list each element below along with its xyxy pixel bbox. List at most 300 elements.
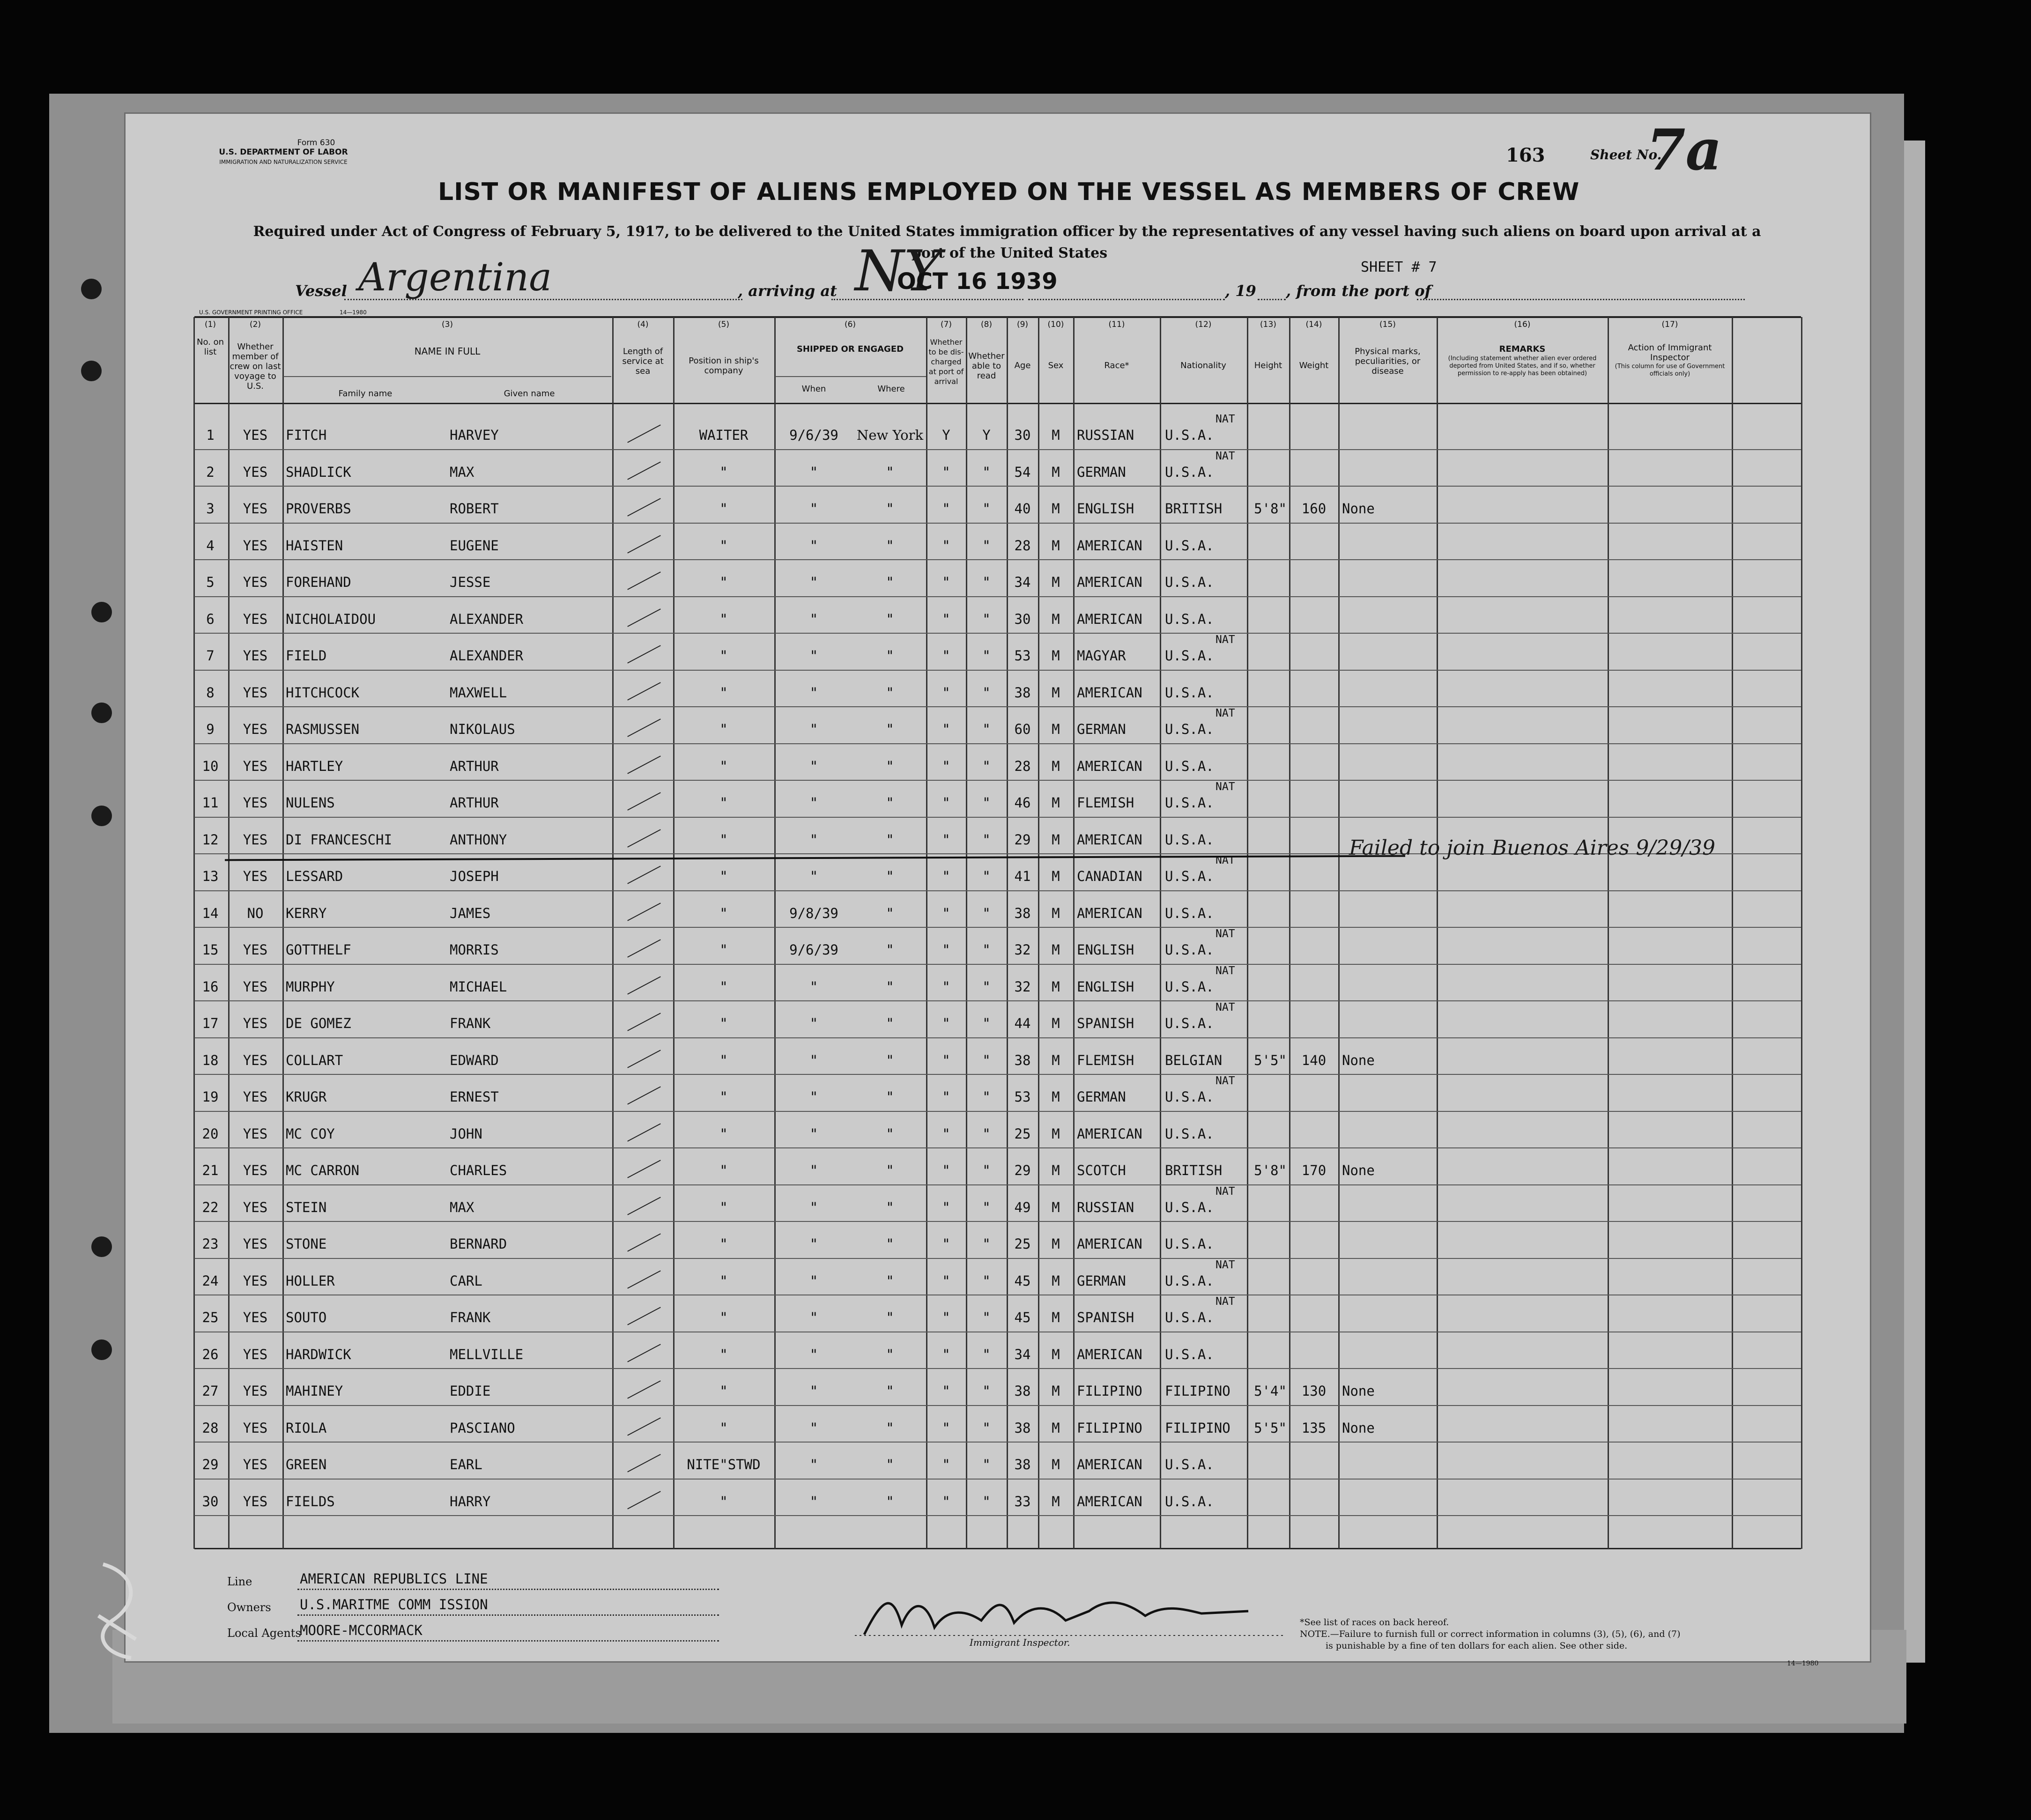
cell-when: " bbox=[809, 795, 818, 811]
cell-nationality: U.S.A. bbox=[1165, 831, 1214, 848]
cell-sex: M bbox=[1052, 721, 1060, 737]
cell-race: FLEMISH bbox=[1077, 795, 1134, 811]
cell-age: 34 bbox=[1014, 574, 1031, 590]
cell-age: 53 bbox=[1014, 648, 1031, 664]
cell-sex: M bbox=[1052, 464, 1060, 480]
cell-discharge: " bbox=[942, 831, 950, 848]
cell-position: NITE"STWD bbox=[687, 1457, 761, 1472]
cell-sex: M bbox=[1052, 1493, 1060, 1509]
cell-family: GREEN bbox=[286, 1457, 327, 1472]
cell-read: " bbox=[982, 611, 991, 627]
col7-num: (7) bbox=[940, 320, 952, 329]
cell-prev: YES bbox=[243, 1015, 268, 1031]
cell-when: 9/6/39 bbox=[789, 942, 838, 958]
cell-given: ERNEST bbox=[450, 1089, 499, 1105]
cell-family: HARTLEY bbox=[286, 758, 343, 774]
cell-nat-note: NAT bbox=[1216, 928, 1235, 940]
cell-when: " bbox=[809, 1015, 818, 1031]
cell-given: MICHAEL bbox=[450, 978, 507, 995]
cell-race: GERMAN bbox=[1077, 1089, 1126, 1105]
cell-sex: M bbox=[1052, 1383, 1060, 1399]
footer-owners-rule bbox=[297, 1614, 719, 1616]
row-rule bbox=[194, 633, 1801, 634]
cell-given: FRANK bbox=[450, 1310, 491, 1325]
page-number: 163 bbox=[1506, 144, 1545, 166]
cell-discharge: " bbox=[942, 978, 950, 995]
cell-race: AMERICAN bbox=[1077, 684, 1142, 701]
cell-family: FOREHAND bbox=[286, 574, 351, 590]
cell-given: JESSE bbox=[450, 574, 491, 590]
cell-nationality: U.S.A. bbox=[1165, 868, 1214, 884]
col1-header: No. on list bbox=[196, 337, 224, 357]
cell-nationality: U.S.A. bbox=[1165, 1310, 1214, 1325]
cell-prev: YES bbox=[243, 1089, 268, 1105]
cell-where: " bbox=[886, 1383, 894, 1399]
cell-where: " bbox=[886, 574, 894, 590]
cell-where: " bbox=[886, 648, 894, 664]
cell-race: SCOTCH bbox=[1077, 1162, 1126, 1178]
cell-when: " bbox=[809, 1162, 818, 1178]
cell-when: " bbox=[809, 611, 818, 627]
cell-discharge: " bbox=[942, 1089, 950, 1105]
col11-header: Race* bbox=[1104, 361, 1129, 370]
cell-sex: M bbox=[1052, 1457, 1060, 1472]
page-title: LIST OR MANIFEST OF ALIENS EMPLOYED ON THE VESSEL AS MEMBERS OF CREW bbox=[438, 178, 1580, 206]
service-tick-mark bbox=[627, 939, 661, 957]
cell-read: Y bbox=[982, 427, 991, 443]
col13-num: (13) bbox=[1260, 320, 1276, 329]
cell-where: " bbox=[886, 1493, 894, 1509]
cell-no: 19 bbox=[202, 1089, 219, 1105]
cell-nationality: U.S.A. bbox=[1165, 574, 1214, 590]
service-tick-mark bbox=[627, 682, 661, 700]
cell-when: " bbox=[809, 501, 818, 517]
col15-num: (15) bbox=[1379, 320, 1396, 329]
service-tick-mark bbox=[627, 461, 661, 480]
cell-read: " bbox=[982, 1310, 991, 1325]
cell-given: MORRIS bbox=[450, 942, 499, 958]
table-top-rule bbox=[194, 316, 1801, 318]
cell-position: " bbox=[719, 1383, 728, 1399]
col10-header: Sex bbox=[1048, 361, 1064, 370]
cell-nat-note: NAT bbox=[1216, 1185, 1235, 1198]
subtitle-line1: Required under Act of Congress of February 5, 1917, to be delivered to the United States immigration officer by the representatives of any vessel having such aliens on board upon arrival at a bbox=[253, 223, 1761, 240]
cell-age: 25 bbox=[1014, 1125, 1031, 1142]
cell-age: 29 bbox=[1014, 1162, 1031, 1178]
cell-position: " bbox=[719, 831, 728, 848]
cell-discharge: " bbox=[942, 1493, 950, 1509]
column-rule bbox=[282, 317, 284, 1549]
cell-nationality: U.S.A. bbox=[1165, 942, 1214, 958]
cell-prev: YES bbox=[243, 648, 268, 664]
cell-nationality: U.S.A. bbox=[1165, 648, 1214, 664]
col2-header: Whether member of crew on last voyage to U.S. bbox=[230, 342, 281, 391]
cell-discharge: " bbox=[942, 1125, 950, 1142]
cell-nationality: U.S.A. bbox=[1165, 758, 1214, 774]
subtitle-line2: port of the United States bbox=[911, 245, 1108, 261]
service-tick-mark bbox=[627, 1380, 661, 1398]
cell-nat-note: NAT bbox=[1216, 1258, 1235, 1271]
cell-nat-note: NAT bbox=[1216, 450, 1235, 462]
cell-nationality: BELGIAN bbox=[1165, 1052, 1223, 1068]
cell-prev: YES bbox=[243, 942, 268, 958]
cell-family: NICHOLAIDOU bbox=[286, 611, 376, 627]
row-rule bbox=[194, 1442, 1801, 1443]
footer-line-label: Line bbox=[227, 1575, 252, 1588]
cell-where: " bbox=[886, 464, 894, 480]
cell-prev: YES bbox=[243, 758, 268, 774]
cell-discharge: " bbox=[942, 684, 950, 701]
cell-race: RUSSIAN bbox=[1077, 427, 1134, 443]
vessel-name-handwritten: Argentina bbox=[358, 255, 552, 300]
cell-prev: NO bbox=[247, 905, 264, 921]
cell-family: HITCHCOCK bbox=[286, 684, 360, 701]
cell-no: 24 bbox=[202, 1273, 219, 1289]
service-tick-mark bbox=[627, 755, 661, 774]
cell-position: " bbox=[719, 501, 728, 517]
column-rule bbox=[1338, 317, 1340, 1549]
column-rule bbox=[1437, 317, 1438, 1549]
cell-race: AMERICAN bbox=[1077, 1346, 1142, 1362]
cell-position: " bbox=[719, 1420, 728, 1436]
cell-no: 4 bbox=[206, 537, 215, 554]
punch-hole bbox=[91, 1236, 112, 1257]
cell-nationality: U.S.A. bbox=[1165, 464, 1214, 480]
cell-prev: YES bbox=[243, 611, 268, 627]
sheet-typed: SHEET # 7 bbox=[1361, 259, 1437, 275]
cell-read: " bbox=[982, 795, 991, 811]
cell-prev: YES bbox=[243, 1493, 268, 1509]
service-tick-mark bbox=[627, 1086, 661, 1104]
cell-position: " bbox=[719, 574, 728, 590]
cell-prev: YES bbox=[243, 1310, 268, 1325]
cell-prev: YES bbox=[243, 684, 268, 701]
cell-position: " bbox=[719, 978, 728, 995]
header-sub-rule bbox=[775, 376, 926, 377]
punch-hole bbox=[91, 602, 112, 622]
cell-height: 5'8" bbox=[1254, 1162, 1287, 1178]
cell-sex: M bbox=[1052, 1310, 1060, 1325]
cell-race: FLEMISH bbox=[1077, 1052, 1134, 1068]
cell-no: 16 bbox=[202, 978, 219, 995]
cell-sex: M bbox=[1052, 758, 1060, 774]
col3-given-header: Given name bbox=[504, 389, 555, 399]
cell-position: " bbox=[719, 611, 728, 627]
cell-race: ENGLISH bbox=[1077, 978, 1134, 995]
cell-age: 38 bbox=[1014, 1457, 1031, 1472]
service-tick-mark bbox=[627, 829, 661, 847]
col14-num: (14) bbox=[1305, 320, 1322, 329]
cell-discharge: " bbox=[942, 1199, 950, 1215]
cell-race: AMERICAN bbox=[1077, 1125, 1142, 1142]
cell-weight: 160 bbox=[1301, 501, 1327, 517]
col6-num: (6) bbox=[844, 320, 856, 329]
cell-position: " bbox=[719, 1493, 728, 1509]
col8-header: Whether able to read bbox=[968, 351, 1005, 381]
cell-when: 9/6/39 bbox=[789, 427, 838, 443]
col12-header: Nationality bbox=[1180, 361, 1226, 370]
cell-discharge: " bbox=[942, 1236, 950, 1252]
cell-discharge: " bbox=[942, 942, 950, 958]
service-tick-mark bbox=[627, 1417, 661, 1435]
cell-sex: M bbox=[1052, 831, 1060, 848]
cell-position: " bbox=[719, 1125, 728, 1142]
col10-num: (10) bbox=[1047, 320, 1064, 329]
cell-nationality: U.S.A. bbox=[1165, 1493, 1214, 1509]
cell-prev: YES bbox=[243, 1273, 268, 1289]
form-number: Form 630 bbox=[297, 138, 335, 148]
cell-position: " bbox=[719, 1199, 728, 1215]
cell-when: " bbox=[809, 1125, 818, 1142]
cell-family: MC CARRON bbox=[286, 1162, 360, 1178]
cell-race: AMERICAN bbox=[1077, 1457, 1142, 1472]
cell-nat-note: NAT bbox=[1216, 413, 1235, 425]
cell-marks: None bbox=[1342, 1383, 1375, 1399]
footer-note-penalty-2: is punishable by a fine of ten dollars for each alien. See other side. bbox=[1326, 1641, 1628, 1651]
cell-no: 2 bbox=[206, 464, 215, 480]
cell-race: AMERICAN bbox=[1077, 611, 1142, 627]
cell-prev: YES bbox=[243, 501, 268, 517]
service-tick-mark bbox=[627, 1270, 661, 1288]
cell-sex: M bbox=[1052, 1346, 1060, 1362]
footer-note-races: *See list of races on back hereof. bbox=[1300, 1617, 1449, 1628]
cell-read: " bbox=[982, 1236, 991, 1252]
cell-nat-note: NAT bbox=[1216, 964, 1235, 977]
cell-where: " bbox=[886, 795, 894, 811]
date-stamp: OCT 16 1939 bbox=[897, 268, 1058, 295]
service-tick-mark bbox=[627, 1307, 661, 1325]
cell-position: " bbox=[719, 758, 728, 774]
service-tick-mark bbox=[627, 1123, 661, 1141]
row-rule bbox=[194, 1258, 1801, 1259]
cell-age: 34 bbox=[1014, 1346, 1031, 1362]
cell-position: " bbox=[719, 537, 728, 554]
column-rule bbox=[1247, 317, 1248, 1549]
cell-given: MELLVILLE bbox=[450, 1346, 524, 1362]
print-code: 14—1980 bbox=[340, 309, 367, 316]
cell-marks: None bbox=[1342, 1052, 1375, 1068]
cell-age: 30 bbox=[1014, 427, 1031, 443]
table-bottom-rule bbox=[194, 1548, 1801, 1549]
cell-nationality: U.S.A. bbox=[1165, 1089, 1214, 1105]
cell-read: " bbox=[982, 501, 991, 517]
row-rule bbox=[194, 1184, 1801, 1185]
cell-weight: 135 bbox=[1301, 1420, 1327, 1436]
cell-race: AMERICAN bbox=[1077, 574, 1142, 590]
col6-when-header: When bbox=[801, 384, 826, 394]
cell-nat-note: NAT bbox=[1216, 707, 1235, 719]
cell-where: " bbox=[886, 758, 894, 774]
sheet-label: Sheet No. bbox=[1590, 147, 1662, 163]
row-rule bbox=[194, 780, 1801, 781]
row-rule bbox=[194, 596, 1801, 597]
cell-sex: M bbox=[1052, 795, 1060, 811]
cell-when: " bbox=[809, 978, 818, 995]
col15-header: Physical marks, peculiarities, or disease bbox=[1355, 347, 1421, 376]
punch-hole bbox=[81, 279, 102, 299]
cell-nationality: BRITISH bbox=[1165, 1162, 1223, 1178]
cell-sex: M bbox=[1052, 648, 1060, 664]
cell-given: HARVEY bbox=[450, 427, 499, 443]
cell-position: " bbox=[719, 648, 728, 664]
cell-age: 46 bbox=[1014, 795, 1031, 811]
cell-position: " bbox=[719, 1310, 728, 1325]
cell-discharge: " bbox=[942, 611, 950, 627]
cell-read: " bbox=[982, 868, 991, 884]
cell-age: 25 bbox=[1014, 1236, 1031, 1252]
cell-given: CHARLES bbox=[450, 1162, 507, 1178]
col16-header: REMARKS bbox=[1499, 344, 1546, 354]
cell-family: HAISTEN bbox=[286, 537, 343, 554]
col17-header: Action of Immigrant Inspector bbox=[1628, 343, 1712, 363]
header-bottom-rule bbox=[194, 403, 1801, 404]
cell-position: " bbox=[719, 942, 728, 958]
cell-discharge: " bbox=[942, 574, 950, 590]
vessel-label: Vessel bbox=[295, 282, 347, 300]
cell-nat-note: NAT bbox=[1216, 634, 1235, 646]
cell-when: " bbox=[809, 1236, 818, 1252]
cell-prev: YES bbox=[243, 427, 268, 443]
from-port-line bbox=[1417, 299, 1745, 300]
cell-family: SOUTO bbox=[286, 1310, 327, 1325]
cell-race: RUSSIAN bbox=[1077, 1199, 1134, 1215]
cell-family: FIELDS bbox=[286, 1493, 335, 1509]
arriving-label: , arriving at bbox=[738, 282, 837, 300]
cell-position: " bbox=[719, 1089, 728, 1105]
cell-when: " bbox=[809, 1273, 818, 1289]
service-tick-mark bbox=[627, 424, 661, 443]
cell-nationality: U.S.A. bbox=[1165, 905, 1214, 921]
row-rule bbox=[194, 817, 1801, 818]
cell-age: 32 bbox=[1014, 978, 1031, 995]
cell-sex: M bbox=[1052, 684, 1060, 701]
cell-race: GERMAN bbox=[1077, 721, 1126, 737]
cell-nationality: U.S.A. bbox=[1165, 1125, 1214, 1142]
cell-no: 28 bbox=[202, 1420, 219, 1436]
column-rule bbox=[612, 317, 614, 1549]
cell-race: MAGYAR bbox=[1077, 648, 1126, 664]
cell-where: " bbox=[886, 1125, 894, 1142]
service-name: IMMIGRATION AND NATURALIZATION SERVICE bbox=[219, 159, 348, 165]
cell-family: SHADLICK bbox=[286, 464, 351, 480]
cell-race: AMERICAN bbox=[1077, 831, 1142, 848]
cell-no: 17 bbox=[202, 1015, 219, 1031]
row-rule bbox=[194, 1515, 1801, 1516]
cell-nationality: U.S.A. bbox=[1165, 684, 1214, 701]
col5-header: Position in ship's company bbox=[689, 356, 759, 376]
cell-age: 38 bbox=[1014, 1052, 1031, 1068]
cell-prev: YES bbox=[243, 1346, 268, 1362]
inspector-caption: Immigrant Inspector. bbox=[970, 1637, 1070, 1648]
cell-age: 40 bbox=[1014, 501, 1031, 517]
cell-sex: M bbox=[1052, 1125, 1060, 1142]
service-tick-mark bbox=[627, 1491, 661, 1509]
footer-note-penalty: NOTE.—Failure to furnish full or correct information in columns (3), (5), (6), and (7) bbox=[1300, 1629, 1681, 1639]
arriving-line bbox=[831, 299, 1023, 300]
cell-when: " bbox=[809, 537, 818, 554]
row-rule bbox=[194, 927, 1801, 928]
col3-family-header: Family name bbox=[338, 389, 393, 399]
service-tick-mark bbox=[627, 1344, 661, 1362]
cell-where: " bbox=[886, 942, 894, 958]
cell-read: " bbox=[982, 1015, 991, 1031]
cell-position: WAITER bbox=[699, 427, 749, 443]
cell-race: AMERICAN bbox=[1077, 1493, 1142, 1509]
footer-agents-label: Local Agents bbox=[227, 1627, 301, 1640]
header-sub-rule bbox=[283, 376, 611, 377]
cell-prev: YES bbox=[243, 1125, 268, 1142]
inspector-signature bbox=[827, 1583, 1295, 1644]
punch-hole bbox=[91, 806, 112, 826]
cell-prev: YES bbox=[243, 1199, 268, 1215]
cell-given: HARRY bbox=[450, 1493, 491, 1509]
cell-where: " bbox=[886, 831, 894, 848]
col17-subheader: (This column for use of Government officials only) bbox=[1615, 363, 1725, 377]
cell-given: EARL bbox=[450, 1457, 482, 1472]
cell-no: 1 bbox=[206, 427, 215, 443]
cell-nationality: BRITISH bbox=[1165, 501, 1223, 517]
service-tick-mark bbox=[627, 1013, 661, 1031]
cell-given: ROBERT bbox=[450, 501, 499, 517]
cell-given: EDDIE bbox=[450, 1383, 491, 1399]
cell-nat-note: NAT bbox=[1216, 1001, 1235, 1014]
cell-discharge: " bbox=[942, 905, 950, 921]
cell-no: 10 bbox=[202, 758, 219, 774]
cell-read: " bbox=[982, 1420, 991, 1436]
cell-sex: M bbox=[1052, 942, 1060, 958]
cell-sex: M bbox=[1052, 978, 1060, 995]
cell-age: 30 bbox=[1014, 611, 1031, 627]
service-tick-mark bbox=[627, 792, 661, 810]
cell-discharge: " bbox=[942, 537, 950, 554]
margin-mark bbox=[84, 1546, 155, 1667]
cell-where: " bbox=[886, 721, 894, 737]
cell-no: 25 bbox=[202, 1310, 219, 1325]
cell-when: " bbox=[809, 1052, 818, 1068]
arrival-port-handwritten: NY bbox=[855, 239, 941, 304]
cell-nationality: U.S.A. bbox=[1165, 795, 1214, 811]
cell-race: ENGLISH bbox=[1077, 942, 1134, 958]
cell-where: " bbox=[886, 1052, 894, 1068]
col2-num: (2) bbox=[249, 320, 261, 329]
cell-given: ANTHONY bbox=[450, 831, 507, 848]
cell-read: " bbox=[982, 978, 991, 995]
cell-no: 8 bbox=[206, 684, 215, 701]
cell-discharge: " bbox=[942, 1162, 950, 1178]
cell-discharge: " bbox=[942, 1273, 950, 1289]
cell-given: ARTHUR bbox=[450, 795, 499, 811]
cell-prev: YES bbox=[243, 1162, 268, 1178]
cell-sex: M bbox=[1052, 1420, 1060, 1436]
cell-where: " bbox=[886, 1199, 894, 1215]
row-rule bbox=[194, 1000, 1801, 1001]
cell-race: AMERICAN bbox=[1077, 758, 1142, 774]
cell-given: EUGENE bbox=[450, 537, 499, 554]
cell-discharge: " bbox=[942, 721, 950, 737]
vessel-line bbox=[344, 299, 742, 300]
service-tick-mark bbox=[627, 1233, 661, 1251]
cell-read: " bbox=[982, 1493, 991, 1509]
cell-age: 60 bbox=[1014, 721, 1031, 737]
row-rule bbox=[194, 743, 1801, 744]
cell-read: " bbox=[982, 905, 991, 921]
cell-nationality: U.S.A. bbox=[1165, 1015, 1214, 1031]
cell-family: COLLART bbox=[286, 1052, 343, 1068]
cell-when: " bbox=[809, 1346, 818, 1362]
col6-header: SHIPPED OR ENGAGED bbox=[796, 344, 904, 354]
cell-no: 29 bbox=[202, 1457, 219, 1472]
cell-discharge: " bbox=[942, 1310, 950, 1325]
